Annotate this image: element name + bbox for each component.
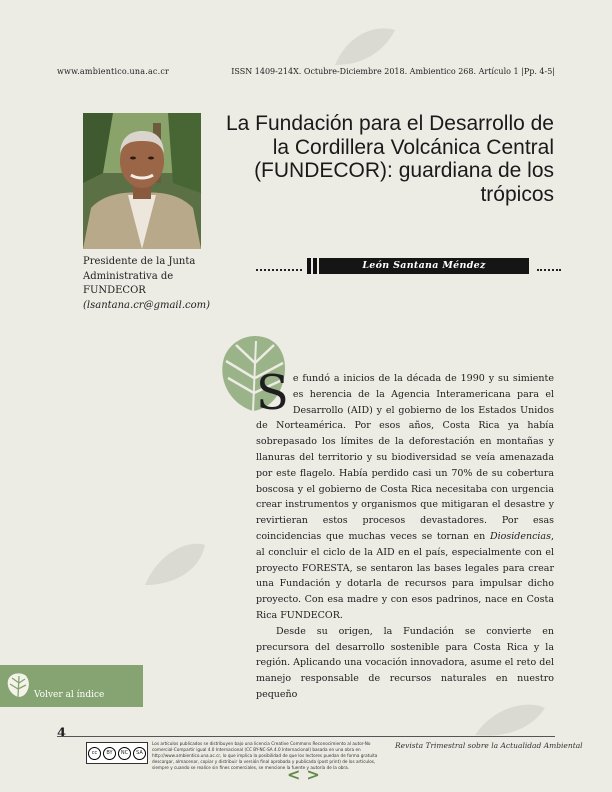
license-text: Los artículos publicados se distribuyen bajo una licencia Creative Commons Reconocimiento al autor-No comercial-Compartir igual 4.0 Internacional (CC BY-NC-SA 4.0 Internacional) basada en una obra en http://www.ambientico.una.ac.cr, lo que implica la posibilidad de que los lectores puedan de forma gratuita descargar, almacenar, copiar y distribuir la versión final aprobada y publicada (post print) de los artículos, siempre y cuando se realice sin fines comerciales, se mencione la fuente y autoría de la obra.: [152, 741, 378, 770]
author-role: Presidente de la Junta Administrativa de FUNDECOR: [83, 256, 196, 296]
page-number: 4: [57, 726, 67, 741]
cc-icon: cc: [88, 747, 101, 760]
paragraph-1: [256, 365, 554, 624]
back-to-index-button[interactable]: [0, 665, 143, 707]
byline-dots-left: [256, 269, 302, 271]
byline-dots-right: [537, 269, 561, 271]
by-icon: BY: [103, 747, 116, 760]
previous-page-button[interactable]: <: [287, 765, 301, 784]
back-to-index-label[interactable]: Volver al índice: [34, 690, 105, 700]
background-leaf-decoration: [330, 25, 400, 70]
footer-divider: [57, 736, 555, 737]
dropcap: S: [256, 365, 289, 421]
page-navigation: [287, 765, 326, 784]
article-title: La Fundación para el Desarrollo de la Cordillera Volcánica Central (FUNDECOR): guardiana de los trópicos: [225, 112, 554, 206]
background-leaf-decoration: [140, 540, 210, 590]
sa-icon: SA: [133, 747, 146, 760]
paragraph-1-end: , al concluir el ciclo de la AID en el país, especialmente con el proyecto FORESTA, se sentaron las bases legales para crear una Fundación y dotarla de recursos para impulsar dicho proyecto. Con esa madre y con esos padrinos, nace en Costa Rica FUNDECOR.: [256, 530, 554, 621]
next-page-button[interactable]: >: [306, 765, 320, 784]
author-caption: [83, 255, 211, 313]
author-email: (lsantana.cr@gmail.com): [83, 299, 211, 311]
author-portrait-image: [83, 113, 201, 249]
byline-bar: [307, 258, 311, 274]
background-leaf-decoration: [470, 700, 550, 740]
paragraph-1-text: e fundó a inicios de la década de 1990 y su simiente es herencia de la Agencia Interamericana para el Desarrollo (AID) y el gobierno de los Estados Unidos de Norteamérica. Por esos años, Costa Rica ya había sobrepasado los límites de la deforestación en montañas y llanuras del territorio y su biodiversidad se veía amenazada por este flagelo. Había perdido casi un 70% de su cobertura boscosa y el gobierno de Costa Rica necesitaba con urgencia crear instrumentos y organismos que mitigaran el desastre y revirtieran estos procesos devastadores. Por esas coincidencias que muchas veces se tornan en: [256, 373, 554, 542]
paragraph-2: Desde su origen, la Fundación se convierte en precursora del desarrollo sostenible para Costa Rica y la región. Aplicando una vocación innovadora, asume el reto del manejo responsable de recursos naturales en nuestro pequeño: [256, 625, 554, 700]
nc-icon: NC: [118, 747, 131, 760]
website-url[interactable]: www.ambientico.una.ac.cr: [57, 67, 170, 76]
author-byline: [256, 258, 561, 274]
author-name: León Santana Méndez: [319, 258, 529, 274]
author-photo: [83, 113, 201, 249]
italic-term: Diosidencias: [489, 530, 551, 542]
article-body: [256, 365, 554, 703]
byline-bar: [313, 258, 317, 274]
leaf-icon: [4, 671, 32, 699]
creative-commons-badge[interactable]: [86, 742, 148, 764]
journal-name: Revista Trimestral sobre la Actualidad Ambiental: [395, 741, 583, 750]
issn-info: ISSN 1409-214X. Octubre-Diciembre 2018. Ambientico 268. Artículo 1 |Pp. 4-5|: [231, 67, 555, 76]
